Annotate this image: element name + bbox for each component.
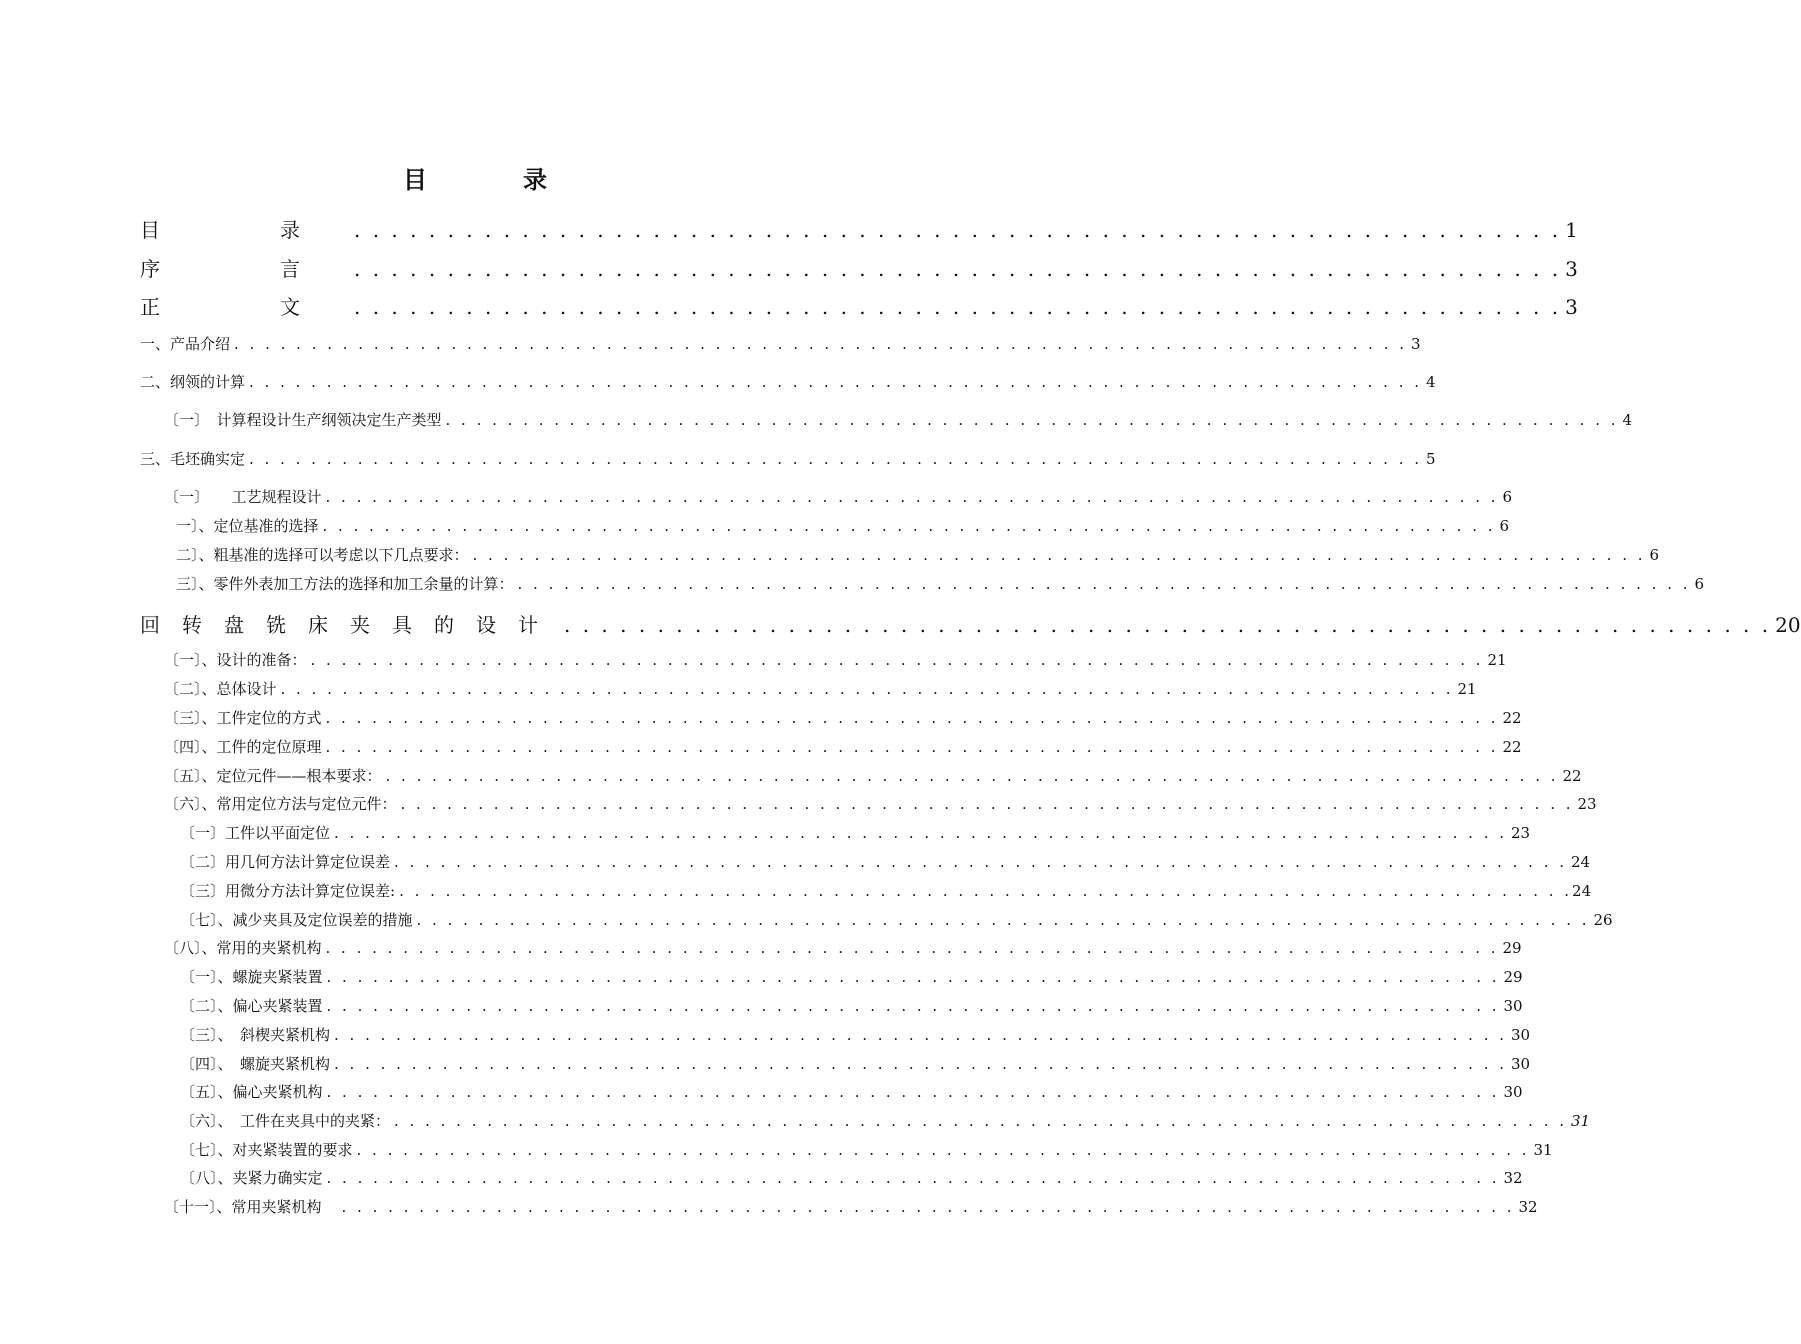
toc-entry[interactable] bbox=[164, 486, 1513, 507]
toc-entry[interactable] bbox=[176, 544, 1660, 565]
toc-entry-label: 〔五〕、定位元件——根本要求： bbox=[164, 767, 382, 785]
toc-entry-page: 24 bbox=[1572, 882, 1592, 900]
toc-entry-label: 三〕、零件外表加工方法的选择和加工余量的计算： bbox=[176, 575, 514, 593]
toc-entry[interactable] bbox=[180, 1024, 1531, 1045]
toc-entry-page: 32 bbox=[1503, 1169, 1523, 1187]
toc-leader-dots: . . . . . . . . . . . . . . . . . . . . . . . . . . . . . . . . . . . . . . . . . . . . . . . . . . . . . . . . . . . . . . . . . . . . . . . . . . . . bbox=[325, 709, 1499, 727]
toc-entry-page: 3 bbox=[1565, 257, 1578, 281]
toc-entry-page: 26 bbox=[1593, 911, 1613, 929]
toc-entry[interactable] bbox=[180, 1110, 1591, 1131]
toc-entry-page: 5 bbox=[1426, 450, 1436, 468]
toc-entry-label: 〔六〕、 工件在夹具中的夹紧： bbox=[180, 1112, 391, 1130]
toc-leader-dots: . . . . . . . . . . . . . . . . . . . . . . . . . . . . . . . . . . . . . . . . . . . . . . . . . . . . . . . . . . . . . . . . . . . . . . . . . . . . bbox=[280, 680, 1454, 698]
toc-leader-dots: . . . . . . . . . . . . . . . . . . . . . . . . . . . . . . . . . . . . . . . . . . . . . . . . . . . . . . . . . . . . . . . . . . . . . . . . . . . . bbox=[334, 1026, 1507, 1044]
toc-leader-dots: . . . . . . . . . . . . . . . . . . . . . . . . . . . . . . . . . . . . . . . . . . . . . . . . . . . . . . . . . . . . . . . . . bbox=[354, 295, 1562, 319]
toc-entry-page: 23 bbox=[1577, 795, 1597, 813]
toc-entry[interactable] bbox=[176, 573, 1705, 594]
toc-entry[interactable] bbox=[164, 736, 1522, 757]
toc-entry-label: 〔一〕、设计的准备： bbox=[164, 651, 307, 669]
toc-entry[interactable] bbox=[140, 291, 1578, 320]
toc-entry-label: 〔一〕 工艺规程设计 bbox=[164, 488, 322, 506]
toc-leader-dots: . . . . . . . . . . . . . . . . . . . . . . . . . . . . . . . . . . . . . . . . . . . . . . . . . . . . . . . . . . . . . . . . . . . . . . . . . . . . bbox=[385, 767, 1559, 785]
toc-entry[interactable] bbox=[140, 214, 1578, 243]
toc-entry-page: 6 bbox=[1649, 546, 1660, 564]
toc-leader-dots: . . . . . . . . . . . . . . . . . . . . . . . . . . . . . . . . . . . . . . . . . . . . . . . . . . . . . . . . . . . . . . . . . . . . . . . . . . . . bbox=[325, 939, 1499, 957]
toc-leader-dots: . . . . . . . . . . . . . . . . . . . . . . . . . . . . . . . . . . . . . . . . . . . . . . . . . . . . . . . . . . . . . . . . . . . . . . . . . . . . bbox=[356, 1141, 1530, 1159]
toc-leader-dots: . . . . . . . . . . . . . . . . . . . . . . . . . . . . . . . . . . . . . . . . . . . . . . . . . . . . . . . . . . . . . . . . . . . . . . . . . . . . bbox=[334, 1055, 1507, 1073]
toc-leader-dots: . . . . . . . . . . . . . . . . . . . . . . . . . . . . . . . . . . . . . . . . . . . . . . . . . . . . . . . . . . . . . . . . . . . . . . . . . . . . bbox=[445, 411, 1619, 429]
toc-entry-label: 目 录 bbox=[140, 218, 350, 242]
toc-entry[interactable] bbox=[164, 678, 1477, 699]
toc-entry-label: 〔三〕用微分方法计算定位误差: bbox=[180, 882, 396, 900]
toc-leader-dots: . . . . . . . . . . . . . . . . . . . . . . . . . . . . . . . . . . . . . . . . . . . . . . . . . . . . . . . . . . . . . . . . . . . . . . . . . . . . bbox=[325, 738, 1499, 756]
toc-entry[interactable] bbox=[180, 966, 1523, 987]
toc-entry-page: 22 bbox=[1562, 767, 1582, 785]
toc-entry[interactable] bbox=[180, 995, 1523, 1016]
toc-entry-page: 30 bbox=[1511, 1055, 1531, 1073]
toc-entry-page: 4 bbox=[1426, 373, 1436, 391]
toc-entry[interactable] bbox=[180, 1081, 1523, 1102]
toc-entry[interactable] bbox=[164, 937, 1522, 958]
toc-entry[interactable] bbox=[140, 253, 1578, 282]
toc-entry[interactable] bbox=[180, 1139, 1553, 1160]
toc-entry-label: 回转盘铣床夹具的设计 bbox=[140, 613, 560, 637]
toc-entry-label: 〔八〕、常用的夹紧机构 bbox=[164, 939, 322, 957]
toc-leader-dots: . . . . . . . . . . . . . . . . . . . . . . . . . . . . . . . . . . . . . . . . . . . . . . . . . . . . . . . . . . . . . . . . . . . . . . . . . . . . bbox=[234, 335, 1407, 353]
toc-leader-dots: . . . . . . . . . . . . . . . . . . . . . . . . . . . . . . . . . . . . . . . . . . . . . . . . . . . . . . . . . . . . . . . . . . . . . . . . . . . . bbox=[249, 373, 1422, 391]
toc-leader-dots: . . . . . . . . . . . . . . . . . . . . . . . . . . . . . . . . . . . . . . . . . . . . . . . . . . . . . . . . . . . . . . . . . bbox=[354, 218, 1562, 242]
toc-entry-label: 〔二〕、总体设计 bbox=[164, 680, 277, 698]
toc-leader-dots: . . . . . . . . . . . . . . . . . . . . . . . . . . . . . . . . . . . . . . . . . . . . . . . . . . . . . . . . . . . . . . . . . . . . . . . . . . . . bbox=[325, 488, 1499, 506]
toc-entry-label: 〔一〕、螺旋夹紧装置 bbox=[180, 968, 323, 986]
toc-leader-dots: . . . . . . . . . . . . . . . . . . . . . . . . . . . . . . . . . . . . . . . . . . . . . . . . . . . . . . . . . . . . . . . . . . . . . . . . . . . . bbox=[322, 517, 1496, 535]
toc-leader-dots: . . . . . . . . . . . . . . . . . . . . . . . . . . . . . . . . . . . . . . . . . . . . . . . . . . . . . . . . . . . . . . . . . . . . . . . . . . . . bbox=[310, 651, 1484, 669]
toc-leader-dots: . . . . . . . . . . . . . . . . . . . . . . . . . . . . . . . . . . . . . . . . . . . . . . . . . . . . . . . . . . . . . . . . . bbox=[354, 257, 1562, 281]
toc-leader-dots: . . . . . . . . . . . . . . . . . . . . . . . . . . . . . . . . . . . . . . . . . . . . . . . . . . . . . . . . . . . . . . . . . . . . . . . . . . . . bbox=[326, 968, 1500, 986]
toc-leader-dots: . . . . . . . . . . . . . . . . . . . . . . . . . . . . . . . . . . . . . . . . . . . . . . . . . . . . . . . . . . . . . . . . . . . . . . . . . . . . bbox=[394, 1112, 1567, 1130]
toc-entry[interactable] bbox=[140, 333, 1421, 354]
toc-entry-label: 〔四〕、工件的定位原理 bbox=[164, 738, 322, 756]
toc-entry[interactable] bbox=[164, 707, 1522, 728]
toc-entry-label: 〔三〕、 斜楔夹紧机构 bbox=[180, 1026, 331, 1044]
toc-entry-page: 24 bbox=[1571, 853, 1591, 871]
toc-entry[interactable] bbox=[164, 765, 1582, 786]
toc-leader-dots: . . . . . . . . . . . . . . . . . . . . . . . . . . . . . . . . . . . . . . . . . . . . . . . . . . . . . . . . . . . . . . . . . . . . . . . . . . . . bbox=[517, 575, 1691, 593]
toc-entry-label: 正 文 bbox=[140, 295, 350, 319]
toc-entry-page: 30 bbox=[1503, 997, 1523, 1015]
toc-entry-page: 23 bbox=[1511, 824, 1531, 842]
toc-entry[interactable] bbox=[180, 1053, 1531, 1074]
toc-entry[interactable] bbox=[180, 880, 1592, 901]
toc-entry-page: 31 bbox=[1571, 1112, 1591, 1130]
toc-entry-page: 29 bbox=[1502, 939, 1522, 957]
toc-entry[interactable] bbox=[140, 448, 1436, 469]
toc-entry[interactable] bbox=[140, 371, 1436, 392]
toc-entry-page: 6 bbox=[1694, 575, 1705, 593]
toc-entry-page: 3 bbox=[1411, 335, 1421, 353]
toc-entry-label: 三、毛坯确实定 bbox=[140, 450, 246, 468]
toc-entry-page: 21 bbox=[1487, 651, 1507, 669]
toc-leader-dots: . . . . . . . . . . . . . . . . . . . . . . . . . . . . . . . . . . . . . . . . . . . . . . . . . . . . . . . . . . . . . . . . . . . . . . . . . . . . bbox=[394, 853, 1567, 871]
toc-leader-dots: . . . . . . . . . . . . . . . . . . . . . . . . . . . . . . . . . . . . . . . . . . . . . . . . . . . . . . . . . . . . . . . . . bbox=[564, 613, 1772, 637]
toc-entry[interactable] bbox=[180, 1167, 1523, 1188]
toc-leader-dots: . . . . . . . . . . . . . . . . . . . . . . . . . . . . . . . . . . . . . . . . . . . . . . . . . . . . . . . . . . . . . . . . . . . . . . . . . . . . bbox=[472, 546, 1646, 564]
toc-entry-page: 6 bbox=[1499, 517, 1510, 535]
toc-entry-label: 一〕、定位基准的选择 bbox=[176, 517, 319, 535]
toc-entry[interactable] bbox=[164, 793, 1597, 814]
toc-entry[interactable] bbox=[164, 409, 1633, 430]
toc-entry-label: 序 言 bbox=[140, 257, 350, 281]
toc-entry[interactable] bbox=[180, 851, 1591, 872]
toc-entry[interactable] bbox=[164, 649, 1507, 670]
toc-entry[interactable] bbox=[140, 609, 1801, 638]
toc-entry-label: 〔十一〕、常用夹紧机构 bbox=[164, 1198, 322, 1216]
toc-entry-page: 22 bbox=[1502, 738, 1522, 756]
toc-entry-label: 〔七〕、对夹紧装置的要求 bbox=[180, 1141, 353, 1159]
toc-entry-page: 31 bbox=[1533, 1141, 1553, 1159]
toc-entry-page: 20 bbox=[1775, 613, 1801, 637]
toc-entry-page: 30 bbox=[1511, 1026, 1531, 1044]
toc-entry-label: 〔二〕、偏心夹紧装置 bbox=[180, 997, 323, 1015]
toc-leader-dots: . . . . . . . . . . . . . . . . . . . . . . . . . . . . . . . . . . . . . . . . . . . . . . . . . . . . . . . . . . . . . . . . . . . . . . . . . . . . bbox=[399, 882, 1573, 900]
toc-entry-label: 二〕、粗基准的选择可以考虑以下几点要求： bbox=[176, 546, 469, 564]
toc-entry-label: 〔一〕 计算程设计生产纲领决定生产类型 bbox=[164, 411, 442, 429]
toc-entry-label: 一、产品介绍 bbox=[140, 335, 231, 353]
toc-entry-label: 〔二〕用几何方法计算定位误差 bbox=[180, 853, 391, 871]
toc-entry-label: 〔四〕、 螺旋夹紧机构 bbox=[180, 1055, 331, 1073]
toc-title: 目 录 bbox=[403, 165, 583, 194]
toc-leader-dots: . . . . . . . . . . . . . . . . . . . . . . . . . . . . . . . . . . . . . . . . . . . . . . . . . . . . . . . . . . . . . . . . . . . . . . . . . . . . bbox=[334, 824, 1507, 842]
toc-entry-label: 〔七〕、减少夹具及定位误差的措施 bbox=[180, 911, 413, 929]
toc-entry-label: 〔八〕、夹紧力确实定 bbox=[180, 1169, 323, 1187]
toc-entry-label: 〔五〕、偏心夹紧机构 bbox=[180, 1083, 323, 1101]
toc-entry-page: 4 bbox=[1622, 411, 1633, 429]
toc-entry-label: 〔六〕、常用定位方法与定位元件： bbox=[164, 795, 397, 813]
toc-entry-page: 22 bbox=[1502, 709, 1522, 727]
toc-leader-dots: . . . . . . . . . . . . . . . . . . . . . . . . . . . . . . . . . . . . . . . . . . . . . . . . . . . . . . . . . . . . . . . . . . . . . . . . . . . . bbox=[326, 1083, 1500, 1101]
toc-leader-dots: . . . . . . . . . . . . . . . . . . . . . . . . . . . . . . . . . . . . . . . . . . . . . . . . . . . . . . . . . . . . . . . . . . . . . . . . . . . . bbox=[326, 997, 1500, 1015]
toc-leader-dots: . . . . . . . . . . . . . . . . . . . . . . . . . . . . . . . . . . . . . . . . . . . . . . . . . . . . . . . . . . . . . . . . . . . . . . . . . . . . bbox=[326, 1169, 1500, 1187]
toc-entry-page: 1 bbox=[1565, 218, 1578, 242]
toc-entry-page: 30 bbox=[1503, 1083, 1523, 1101]
toc-entry-page: 6 bbox=[1502, 488, 1513, 506]
toc-entry[interactable] bbox=[176, 515, 1510, 536]
toc-leader-dots: . . . . . . . . . . . . . . . . . . . . . . . . . . . . . . . . . . . . . . . . . . . . . . . . . . . . . . . . . . . . . . . . . . . . . . . . . . . . bbox=[416, 911, 1590, 929]
toc-entry-page: 32 bbox=[1518, 1198, 1538, 1216]
toc-entry-page: 29 bbox=[1503, 968, 1523, 986]
toc-leader-dots: . . . . . . . . . . . . . . . . . . . . . . . . . . . . . . . . . . . . . . . . . . . . . . . . . . . . . . . . . . . . . . . . . . . . . . . . . . . . bbox=[400, 795, 1574, 813]
toc-entry-page: 3 bbox=[1565, 295, 1578, 319]
toc-leader-dots: . . . . . . . . . . . . . . . . . . . . . . . . . . . . . . . . . . . . . . . . . . . . . . . . . . . . . . . . . . . . . . . . . . . . . . . . . . . . bbox=[341, 1198, 1515, 1216]
toc-entry-label: 〔一〕工件以平面定位 bbox=[180, 824, 331, 842]
toc-leader-dots: . . . . . . . . . . . . . . . . . . . . . . . . . . . . . . . . . . . . . . . . . . . . . . . . . . . . . . . . . . . . . . . . . . . . . . . . . . . . bbox=[249, 450, 1422, 468]
toc-entry-label: 二、纲领的计算 bbox=[140, 373, 246, 391]
toc-entry-label: 〔三〕、工件定位的方式 bbox=[164, 709, 322, 727]
toc-entry[interactable] bbox=[180, 909, 1613, 930]
toc-entry[interactable] bbox=[180, 822, 1531, 843]
toc-entry-page: 21 bbox=[1457, 680, 1477, 698]
toc-entry[interactable] bbox=[164, 1196, 1538, 1217]
